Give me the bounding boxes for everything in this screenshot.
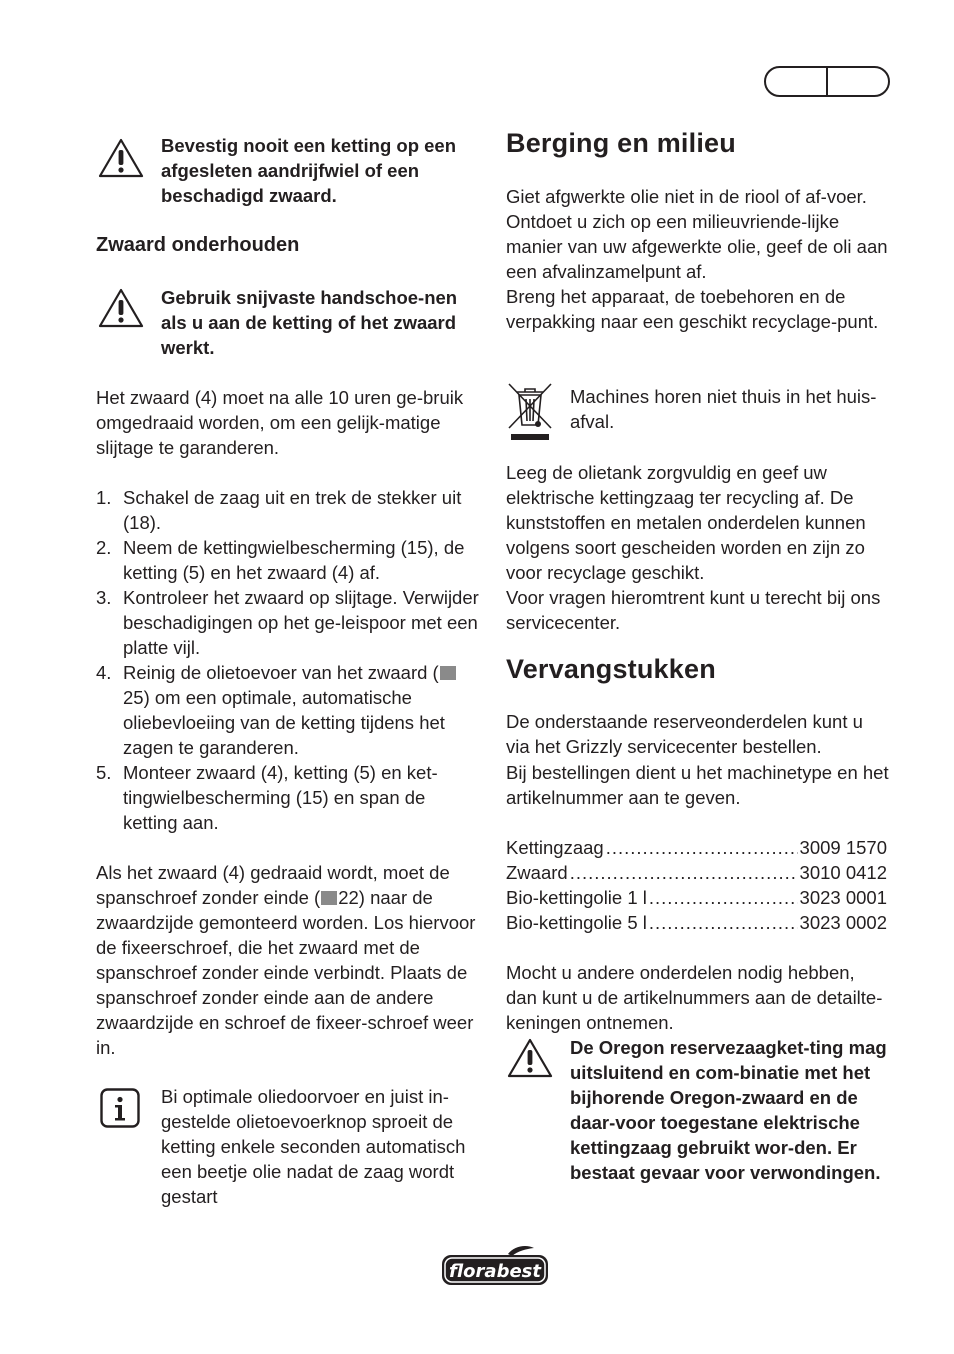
info-text-oil: Bi optimale oliedoorvoer en juist in-gestelde olietoevoerknop sproeit de ketting enkele seconden automatisch een beetje olie nadat de zaag wordt gestart — [161, 1086, 466, 1207]
service-paragraph: Voor vragen hieromtrent kunt u terecht bij ons servicecenter. — [506, 587, 881, 633]
warning-text-chain: Bevestig nooit een ketting op een afgesleten aandrijfwiel of een beschadigd zwaard. — [161, 135, 457, 206]
step-item: 3. Kontroleer het zwaard op slijtage. Verwijder beschadigingen op het ge-leispoor met een platte vijl. — [96, 587, 479, 658]
warning-text-gloves: Gebruik snijvaste handschoe-nen als u aan de ketting of het zwaard werkt. — [161, 287, 458, 358]
warning-icon — [98, 287, 144, 329]
step-item: 1. Schakel de zaag uit en trek de stekker uit (18). — [96, 487, 462, 533]
ordering-paragraph: Bij bestellingen dient u het machinetype en het artikelnummer aan te geven. — [506, 762, 889, 808]
warning-icon — [507, 1037, 553, 1079]
step-item: 2. Neem de kettingwielbescherming (15), de ketting (5) en het zwaard (4) af. — [96, 537, 465, 583]
weee-bin-icon — [505, 380, 555, 442]
oil-tank-paragraph: Leeg de olietank zorgvuldig en geef uw elektrische kettingzaag ter recycling af. De kunststoffen en metalen onderdelen kunnen volgens soort gescheiden worden en zijn zo voor recyclage geschikt. — [506, 462, 866, 583]
section-heading-berging: Berging en milieu — [506, 128, 736, 158]
svg-text:florabest: florabest — [449, 1261, 541, 1282]
recycling-paragraph: Breng het apparaat, de toebehoren en de verpakking naar een geschikt recyclage-punt. — [506, 286, 879, 332]
parts-row: Zwaard ..... 3010 0412 — [506, 860, 887, 885]
parts-row: Bio-kettingolie 5 l ..... 3023 0002 — [506, 910, 887, 935]
parts-row: Bio-kettingolie 1 l ..... 3023 0001 — [506, 885, 887, 910]
warning-text-oregon: De Oregon reservezaagket-ting mag uitsluitend en com-binatie met het bijhorende Oregon-zwaard en de daar-voor toegestane elektrische kettingzaag gebruikt wor-den. Er bestaat gevaar voor verwondingen. — [570, 1037, 887, 1183]
step-item: 4. Reinig de olietoevoer van het zwaard (25) om een optimale, automatische oliebevloeiing van de ketting tijdens het zagen te garanderen. — [96, 660, 481, 760]
figure-ref-icon — [440, 666, 456, 680]
maintenance-steps — [96, 485, 481, 835]
info-icon — [100, 1088, 140, 1128]
spare-parts-intro: De onderstaande reserveonderdelen kunt u via het Grizzly servicecenter bestellen. — [506, 711, 863, 757]
warning-icon — [98, 137, 144, 179]
intro-paragraph: Het zwaard (4) moet na alle 10 uren ge-bruik omgedraaid worden, om een gelijk-matige slijtage te garanderen. — [96, 387, 464, 458]
step-item: 5. Monteer zwaard (4), ketting (5) en ket-tingwielbescherming (15) en span de ketting aan. — [96, 762, 438, 833]
florabest-logo — [438, 1245, 553, 1290]
parts-list — [506, 835, 887, 935]
figure-ref-icon — [321, 891, 337, 905]
section-heading-vervangstukken: Vervangstukken — [506, 654, 716, 684]
language-badge-left — [764, 66, 828, 97]
other-parts-paragraph: Mocht u andere onderdelen nodig hebben, dan kunt u de artikelnummers aan de detailte-keningen ontnemen. — [506, 962, 883, 1033]
disposal-paragraph: Giet afgwerkte olie niet in de riool of af-voer. Ontdoet u zich op een milieuvriende-lijke manier van uw afgewerkte olie, geef de oli aan een afvalinzamelpunt af. — [506, 186, 888, 282]
turn-bar-paragraph: Als het zwaard (4) gedraaid wordt, moet de spanschroef zonder einde ( 22) naar de zwaardzijde gemonteerd worden. Los hiervoor de fixeerschroef, die het zwaard met de spanschroef zonder einde verbindt. Plaats de spanschroef zonder einde aan de andere zwaardzijde en schroef de fixeer-schroef weer in. — [96, 862, 476, 1058]
language-badge-right — [826, 66, 890, 97]
weee-text: Machines horen niet thuis in het huis-afval. — [570, 386, 877, 432]
section-heading-zwaard: Zwaard onderhouden — [96, 234, 300, 256]
parts-row: Kettingzaag ..... 3009 1570 — [506, 835, 887, 860]
